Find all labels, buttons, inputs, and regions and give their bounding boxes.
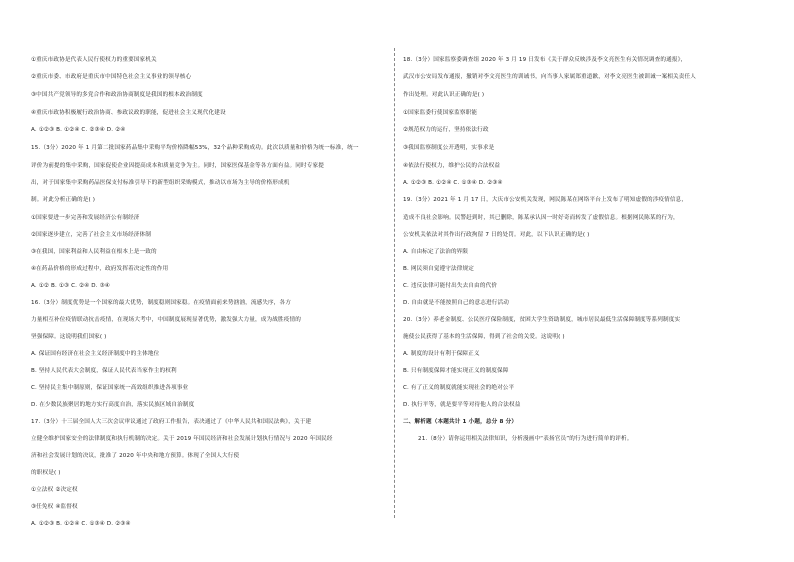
q17-choices: A. ①②③ B. ①②④ C. ①③④ D. ②③④ bbox=[31, 521, 131, 527]
q14-choices: A. ①②③ B. ①②④ C. ②③④ D. ②④ bbox=[31, 127, 126, 133]
q17-options-row-1: ①立法权 ②决定权 bbox=[31, 487, 78, 493]
q16-stem-line-2: 力量相互补位疫情联动抗击疫情，在现场大考中，中国制度展现显著优势，激发强大力量，成为战胜疫情的 bbox=[31, 317, 301, 323]
q19-stem-line-1: 19.（3分）2021 年 1 月 17 日，大庆市公安机关发现，网民陈某在网络平台上发布了明知虚假的涉疫情信息， bbox=[403, 197, 688, 203]
q20-option-a: A. 制度的设计有利于保障正义 bbox=[403, 351, 480, 357]
q19-option-b: B. 网民须自觉遵守法律规定 bbox=[403, 266, 475, 272]
q19-option-c: C. 违反法律可能付出失去自由的代价 bbox=[403, 283, 498, 289]
q16-stem-line-3: 坚强保障。这说明我们国家( ) bbox=[31, 334, 107, 340]
q15-option-4: ④在药品价格的形成过程中，政府发挥着决定性的作用 bbox=[31, 266, 169, 272]
q14-option-3: ③中国共产党领导的多党合作和政治协商制度是我国的根本政治制度 bbox=[31, 92, 203, 98]
q20-option-d: D. 执行平等，就是要平等对待他人的合法权益 bbox=[403, 402, 521, 408]
q18-stem-line-2: 武汉市公安局发布通报，撤销对李文亮医生的训诫书，向当事人家属郑重道歉，对李文亮医生被训诫一案相关责任人 bbox=[403, 74, 696, 80]
q16-option-c: C. 坚持民主集中制原则，保证国家统一高效组织推进各项事业 bbox=[31, 385, 189, 391]
q19-option-a: A. 自由标定了法治的界限 bbox=[403, 249, 469, 255]
q15-option-2: ②国家逐步建立，完善了社会主义市场经济体制 bbox=[31, 232, 152, 238]
q19-stem-line-2: 造成不良社会影响。民警赶到时，其已删除，陈某承认因一时好奇而转发了虚假信息。根据网民陈某的行为， bbox=[403, 215, 679, 221]
q16-option-a: A. 保证国有经济在社会主义经济制度中的主体地位 bbox=[31, 351, 160, 357]
q18-stem-line-3: 作出处理。对此认识正确的是( ) bbox=[403, 92, 485, 98]
q21-prompt: 21.（8分）请你运用相关法律知识，分析漫画中“表扬官员”的行为进行简单的评析。 bbox=[418, 436, 633, 442]
q18-choices: A. ①②③ B. ①②④ C. ①③④ D. ②③④ bbox=[403, 180, 503, 186]
q15-option-1: ①国家要进一步完善和发展经济公有制经济 bbox=[31, 215, 140, 221]
q19-stem-line-3: 公安机关依法对其作出行政拘留 7 日的处罚。对此，以下认识正确的是( ) bbox=[403, 232, 590, 238]
q17-options-row-2: ③任免权 ④监督权 bbox=[31, 504, 78, 510]
q17-stem-line-3: 济和社会发展计划的决议，批准了 2020 年中央和地方预算。体现了全国人大行使 bbox=[31, 453, 240, 459]
section-header-analysis: 二、解析题（本题共计 1 小题，总分 8 分） bbox=[403, 419, 518, 425]
q15-stem-line-3: 出，对于国家集中采购药品医保支付标准引导下的新型组织采购模式，推动以市场为主导的价格形成机 bbox=[31, 180, 290, 186]
q16-stem-line-1: 16.（3分）制度优势是一个国家的最大优势，制度稳则国家稳。在疫情面前来势汹汹，流感失序，各方 bbox=[31, 300, 292, 306]
q18-option-1: ①国家监委行使国家监察职能 bbox=[403, 110, 478, 116]
q17-stem-line-1: 17.（3分）十三届全国人大三次会议审议通过了政府工作报告，表决通过了《中华人民共和国民法典》，关于建 bbox=[31, 419, 312, 425]
q16-option-b: B. 坚持人民代表大会制度，保证人民代表当家作主的权利 bbox=[31, 368, 177, 374]
q20-stem-line-1: 20.（3分）养老金制度、公民医疗保险制度，贫困大学生资助制度，城市居民最低生活保障制度等系列制度实 bbox=[403, 317, 681, 323]
q15-stem-line-2: 评价为前提的集中采购，国家促使企业因提高成本和质量竞争为主。同时，国家医保基金等各方面有益。同时专家提 bbox=[31, 163, 324, 169]
q18-option-4: ④依法行使权力，维护公民的合法权益 bbox=[403, 163, 501, 169]
q17-stem-line-2: 立健全维护国家安全的法律制度和执行机制的决定。关于 2019 年国民经济和社会发展计划执行情况与 2020 年国民经 bbox=[31, 436, 333, 442]
q14-option-2: ②重庆市委、市政府是重庆市中国特色社会主义事业的领导核心 bbox=[31, 74, 192, 80]
q20-option-b: B. 只有制度保障才能实现正义的制度保障 bbox=[403, 368, 509, 374]
q18-stem-line-1: 18.（3分）国家监察委调查组 2020 年 3 月 19 日发布《关于群众反映涉及李文亮医生有关情况调查的通报》， bbox=[403, 57, 687, 63]
q14-option-1: ①重庆市政协是代表人民行使权力的重要国家机关 bbox=[31, 57, 157, 63]
q14-option-4: ④重庆市政协积极履行政治协商、参政议政的职能，促进社会主义现代化建设 bbox=[31, 110, 226, 116]
q15-stem-line-1: 15.（3分）2020 年 1 月第二批国家药品集中采购平均价格降幅53%，32个品种采购成功。此次以质量和价格为统一标准，统一 bbox=[31, 145, 359, 151]
q18-option-3: ③我国监察制度公开透明，实事求是 bbox=[403, 145, 495, 151]
q19-option-d: D. 自由就是不能按照自己的意志进行活动 bbox=[403, 300, 509, 306]
q20-stem-line-2: 施使公民获得了基本的生活保障，得到了社会的关爱。这说明( ) bbox=[403, 334, 565, 340]
q17-stem-line-4: 的职权是( ) bbox=[31, 470, 61, 476]
q18-option-2: ②规范权力的运行，坚持依法行政 bbox=[403, 127, 489, 133]
column-divider bbox=[394, 48, 395, 518]
q15-choices: A. ①② B. ①③ C. ②④ D. ③④ bbox=[31, 283, 110, 289]
q15-stem-line-4: 制。对此分析正确的是( ) bbox=[31, 197, 96, 203]
q15-option-3: ③在我国，国家利益和人民利益在根本上是一致的 bbox=[31, 249, 157, 255]
q16-option-d: D. 在少数民族聚居的地方实行高度自治，落实民族区域自治制度 bbox=[31, 402, 195, 408]
q20-option-c: C. 有了正义的制度就能实现社会的绝对公平 bbox=[403, 385, 515, 391]
